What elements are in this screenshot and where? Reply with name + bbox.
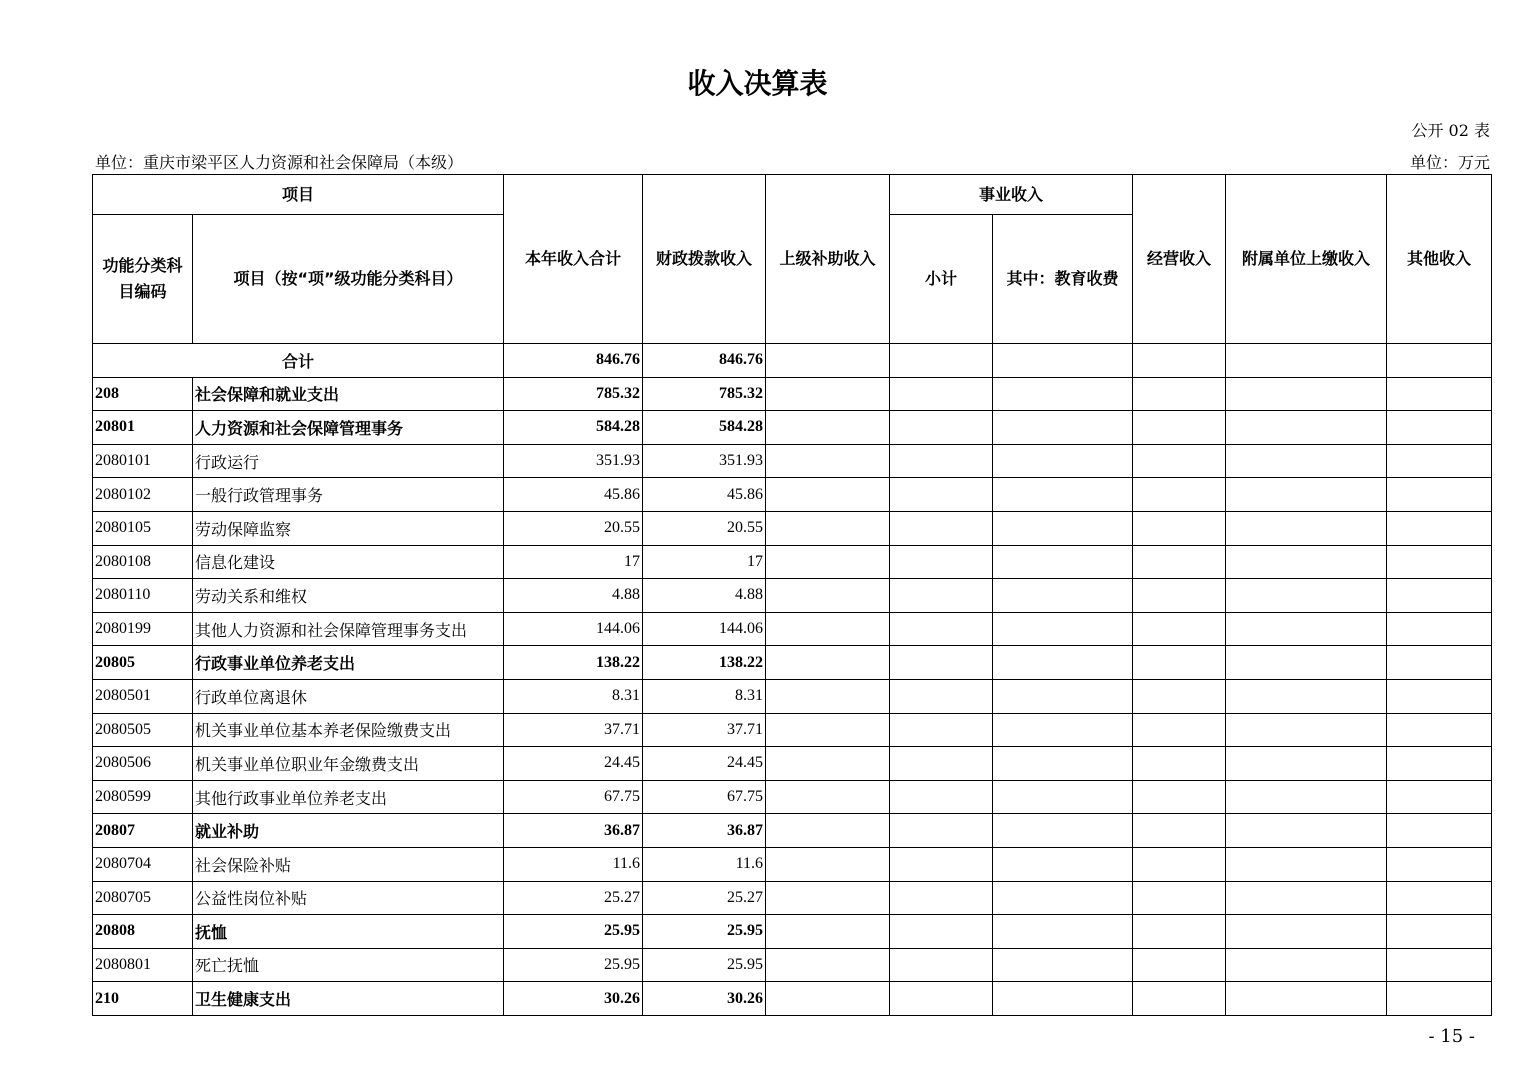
- row-fiscal: 67.75: [643, 780, 766, 814]
- header-code: 功能分类科目编码: [93, 215, 193, 344]
- empty-cell: [766, 915, 890, 949]
- row-fiscal: 351.93: [643, 444, 766, 478]
- empty-cell: [993, 612, 1133, 646]
- empty-cell: [1387, 847, 1492, 881]
- table-row: [93, 915, 1492, 949]
- row-fiscal: 8.31: [643, 679, 766, 713]
- empty-cell: [766, 948, 890, 982]
- table-row: [93, 411, 1492, 445]
- empty-cell: [1387, 713, 1492, 747]
- empty-cell: [1226, 982, 1387, 1016]
- empty-cell: [890, 679, 993, 713]
- empty-cell: [1226, 444, 1387, 478]
- page-title: 收入决算表: [687, 67, 828, 100]
- empty-cell: [890, 646, 993, 680]
- empty-cell: [890, 881, 993, 915]
- row-code: 2080506: [93, 747, 193, 781]
- row-name: 死亡抚恤: [193, 948, 504, 982]
- empty-cell: [1387, 646, 1492, 680]
- row-fiscal: 11.6: [643, 847, 766, 881]
- empty-cell: [1133, 747, 1226, 781]
- row-total: 785.32: [504, 377, 643, 411]
- table-row: [93, 444, 1492, 478]
- total-income: 846.76: [504, 344, 643, 378]
- empty-cell: [1387, 377, 1492, 411]
- empty-cell: [993, 982, 1133, 1016]
- row-code: 2080501: [93, 679, 193, 713]
- empty-cell: [1226, 545, 1387, 579]
- row-total: 351.93: [504, 444, 643, 478]
- empty-cell: [993, 511, 1133, 545]
- table-row: [93, 780, 1492, 814]
- header-affiliated: 附属单位上缴收入: [1226, 175, 1387, 344]
- row-total: 67.75: [504, 780, 643, 814]
- empty-cell: [890, 982, 993, 1016]
- row-code: 2080199: [93, 612, 193, 646]
- empty-cell: [1133, 948, 1226, 982]
- empty-cell: [1226, 612, 1387, 646]
- total-label: 合计: [93, 344, 504, 378]
- row-code: 2080102: [93, 478, 193, 512]
- row-fiscal: 37.71: [643, 713, 766, 747]
- empty-cell: [766, 679, 890, 713]
- empty-cell: [890, 579, 993, 613]
- empty-cell: [1133, 444, 1226, 478]
- row-total: 45.86: [504, 478, 643, 512]
- empty-cell: [993, 679, 1133, 713]
- header-other: 其他收入: [1387, 175, 1492, 344]
- empty-cell: [890, 780, 993, 814]
- empty-cell: [1226, 679, 1387, 713]
- reporting-unit: 单位：重庆市梁平区人力资源和社会保障局（本级）: [95, 153, 464, 172]
- empty-cell: [766, 881, 890, 915]
- empty-cell: [993, 881, 1133, 915]
- row-name: 就业补助: [193, 814, 504, 848]
- empty-cell: [1226, 511, 1387, 545]
- row-code: 2080105: [93, 511, 193, 545]
- empty-cell: [1387, 612, 1492, 646]
- empty-cell: [766, 814, 890, 848]
- row-name: 行政运行: [193, 444, 504, 478]
- row-total: 25.27: [504, 881, 643, 915]
- row-name: 行政事业单位养老支出: [193, 646, 504, 680]
- empty-cell: [890, 545, 993, 579]
- empty-cell: [766, 612, 890, 646]
- row-name: 人力资源和社会保障管理事务: [193, 411, 504, 445]
- row-total: 24.45: [504, 747, 643, 781]
- income-table: [92, 174, 1492, 1016]
- empty-cell: [1226, 915, 1387, 949]
- table-row: [93, 545, 1492, 579]
- row-code: 20808: [93, 915, 193, 949]
- row-fiscal: 584.28: [643, 411, 766, 445]
- row-total: 20.55: [504, 511, 643, 545]
- row-name: 卫生健康支出: [193, 982, 504, 1016]
- table-row: [93, 679, 1492, 713]
- row-code: 2080801: [93, 948, 193, 982]
- empty-cell: [1226, 377, 1387, 411]
- row-code: 208: [93, 377, 193, 411]
- row-total: 25.95: [504, 915, 643, 949]
- row-fiscal: 20.55: [643, 511, 766, 545]
- table-row: [93, 478, 1492, 512]
- table-row: [93, 646, 1492, 680]
- empty-cell: [1387, 814, 1492, 848]
- row-total: 17: [504, 545, 643, 579]
- empty-cell: [993, 780, 1133, 814]
- row-total: 37.71: [504, 713, 643, 747]
- empty-cell: [890, 814, 993, 848]
- empty-cell: [890, 377, 993, 411]
- table-row: [93, 847, 1492, 881]
- empty-cell: [766, 377, 890, 411]
- row-code: 2080101: [93, 444, 193, 478]
- table-row: [93, 579, 1492, 613]
- empty-cell: [890, 511, 993, 545]
- empty-cell: [766, 780, 890, 814]
- total-fiscal: 846.76: [643, 344, 766, 378]
- row-total: 144.06: [504, 612, 643, 646]
- header-operating: 经营收入: [1133, 175, 1226, 344]
- empty-cell: [1133, 847, 1226, 881]
- empty-cell: [1133, 679, 1226, 713]
- empty-cell: [1387, 982, 1492, 1016]
- row-total: 30.26: [504, 982, 643, 1016]
- empty-cell: [1133, 982, 1226, 1016]
- empty-cell: [766, 747, 890, 781]
- row-code: 20807: [93, 814, 193, 848]
- empty-cell: [993, 579, 1133, 613]
- empty-cell: [766, 847, 890, 881]
- header-subtotal: 小计: [890, 215, 993, 344]
- row-name: 公益性岗位补贴: [193, 881, 504, 915]
- empty-cell: [766, 982, 890, 1016]
- empty-cell: [1387, 579, 1492, 613]
- empty-cell: [993, 478, 1133, 512]
- row-name: 机关事业单位基本养老保险缴费支出: [193, 713, 504, 747]
- row-fiscal: 30.26: [643, 982, 766, 1016]
- empty-cell: [1226, 747, 1387, 781]
- table-row: [93, 377, 1492, 411]
- empty-cell: [890, 915, 993, 949]
- header-business: 事业收入: [890, 175, 1133, 215]
- empty-cell: [890, 713, 993, 747]
- empty-cell: [993, 411, 1133, 445]
- row-fiscal: 24.45: [643, 747, 766, 781]
- row-fiscal: 36.87: [643, 814, 766, 848]
- row-total: 36.87: [504, 814, 643, 848]
- empty-cell: [1387, 747, 1492, 781]
- row-total: 4.88: [504, 579, 643, 613]
- row-fiscal: 25.27: [643, 881, 766, 915]
- empty-cell: [766, 511, 890, 545]
- table-row: [93, 814, 1492, 848]
- empty-cell: [766, 411, 890, 445]
- row-code: 2080704: [93, 847, 193, 881]
- row-total: 584.28: [504, 411, 643, 445]
- empty-cell: [1387, 679, 1492, 713]
- row-code: 2080705: [93, 881, 193, 915]
- table-row: [93, 713, 1492, 747]
- empty-cell: [1387, 948, 1492, 982]
- empty-cell: [1226, 411, 1387, 445]
- row-fiscal: 25.95: [643, 948, 766, 982]
- row-total: 8.31: [504, 679, 643, 713]
- header-total: 本年收入合计: [504, 175, 643, 344]
- row-fiscal: 785.32: [643, 377, 766, 411]
- empty-cell: [1133, 814, 1226, 848]
- empty-cell: [890, 948, 993, 982]
- row-code: 20805: [93, 646, 193, 680]
- header-edu: 其中：教育收费: [993, 215, 1133, 344]
- empty-cell: [1226, 713, 1387, 747]
- row-fiscal: 138.22: [643, 646, 766, 680]
- empty-cell: [890, 444, 993, 478]
- empty-cell: [1226, 579, 1387, 613]
- empty-cell: [993, 646, 1133, 680]
- empty-cell: [766, 713, 890, 747]
- table-row: [93, 747, 1492, 781]
- empty-cell: [890, 478, 993, 512]
- table-row: [93, 511, 1492, 545]
- row-name: 社会保障和就业支出: [193, 377, 504, 411]
- row-total: 25.95: [504, 948, 643, 982]
- row-name: 行政单位离退休: [193, 679, 504, 713]
- empty-cell: [1226, 948, 1387, 982]
- empty-cell: [890, 847, 993, 881]
- row-name: 抚恤: [193, 915, 504, 949]
- empty-cell: [1133, 881, 1226, 915]
- empty-cell: [1387, 915, 1492, 949]
- header-superior: 上级补助收入: [766, 175, 890, 344]
- row-name: 其他行政事业单位养老支出: [193, 780, 504, 814]
- empty-cell: [1133, 545, 1226, 579]
- empty-cell: [1387, 511, 1492, 545]
- page-number: - 15 -: [1428, 1026, 1475, 1047]
- empty-cell: [1133, 780, 1226, 814]
- currency-unit: 单位：万元: [1409, 153, 1490, 172]
- empty-cell: [766, 579, 890, 613]
- empty-cell: [890, 612, 993, 646]
- empty-cell: [993, 713, 1133, 747]
- row-name: 其他人力资源和社会保障管理事务支出: [193, 612, 504, 646]
- empty-cell: [1133, 478, 1226, 512]
- table-row: [93, 982, 1492, 1016]
- row-name: 劳动保障监察: [193, 511, 504, 545]
- empty-cell: [993, 948, 1133, 982]
- empty-cell: [1133, 713, 1226, 747]
- empty-cell: [1133, 612, 1226, 646]
- header-name: 项目（按“项”级功能分类科目）: [193, 215, 504, 344]
- row-code: 210: [93, 982, 193, 1016]
- empty-cell: [1133, 411, 1226, 445]
- table-row: [93, 948, 1492, 982]
- empty-cell: [993, 377, 1133, 411]
- empty-cell: [1387, 881, 1492, 915]
- header-item: 项目: [93, 175, 504, 215]
- row-name: 社会保险补贴: [193, 847, 504, 881]
- empty-cell: [1387, 444, 1492, 478]
- row-name: 机关事业单位职业年金缴费支出: [193, 747, 504, 781]
- empty-cell: [1133, 915, 1226, 949]
- empty-cell: [993, 545, 1133, 579]
- row-fiscal: 17: [643, 545, 766, 579]
- row-code: 2080505: [93, 713, 193, 747]
- empty-cell: [1226, 814, 1387, 848]
- empty-cell: [766, 444, 890, 478]
- row-name: 信息化建设: [193, 545, 504, 579]
- row-name: 劳动关系和维权: [193, 579, 504, 613]
- empty-cell: [1226, 881, 1387, 915]
- table-row: [93, 881, 1492, 915]
- empty-cell: [1387, 411, 1492, 445]
- empty-cell: [993, 814, 1133, 848]
- empty-cell: [1133, 511, 1226, 545]
- empty-cell: [890, 747, 993, 781]
- empty-cell: [1226, 478, 1387, 512]
- empty-cell: [766, 478, 890, 512]
- row-name: 一般行政管理事务: [193, 478, 504, 512]
- row-code: 2080110: [93, 579, 193, 613]
- row-total: 138.22: [504, 646, 643, 680]
- empty-cell: [1226, 646, 1387, 680]
- empty-cell: [1387, 545, 1492, 579]
- empty-cell: [993, 847, 1133, 881]
- empty-cell: [993, 444, 1133, 478]
- total-row: [93, 344, 1492, 378]
- empty-cell: [1387, 478, 1492, 512]
- row-fiscal: 45.86: [643, 478, 766, 512]
- empty-cell: [993, 915, 1133, 949]
- table-row: [93, 612, 1492, 646]
- row-fiscal: 4.88: [643, 579, 766, 613]
- row-code: 2080108: [93, 545, 193, 579]
- empty-cell: [1133, 646, 1226, 680]
- empty-cell: [1133, 377, 1226, 411]
- row-total: 11.6: [504, 847, 643, 881]
- empty-cell: [1226, 847, 1387, 881]
- form-number: 公开 02 表: [1411, 121, 1490, 140]
- row-fiscal: 144.06: [643, 612, 766, 646]
- row-fiscal: 25.95: [643, 915, 766, 949]
- empty-cell: [890, 411, 993, 445]
- empty-cell: [766, 646, 890, 680]
- row-code: 2080599: [93, 780, 193, 814]
- empty-cell: [1387, 780, 1492, 814]
- empty-cell: [1226, 780, 1387, 814]
- empty-cell: [766, 545, 890, 579]
- header-fiscal: 财政拨款收入: [643, 175, 766, 344]
- empty-cell: [993, 747, 1133, 781]
- row-code: 20801: [93, 411, 193, 445]
- empty-cell: [1133, 579, 1226, 613]
